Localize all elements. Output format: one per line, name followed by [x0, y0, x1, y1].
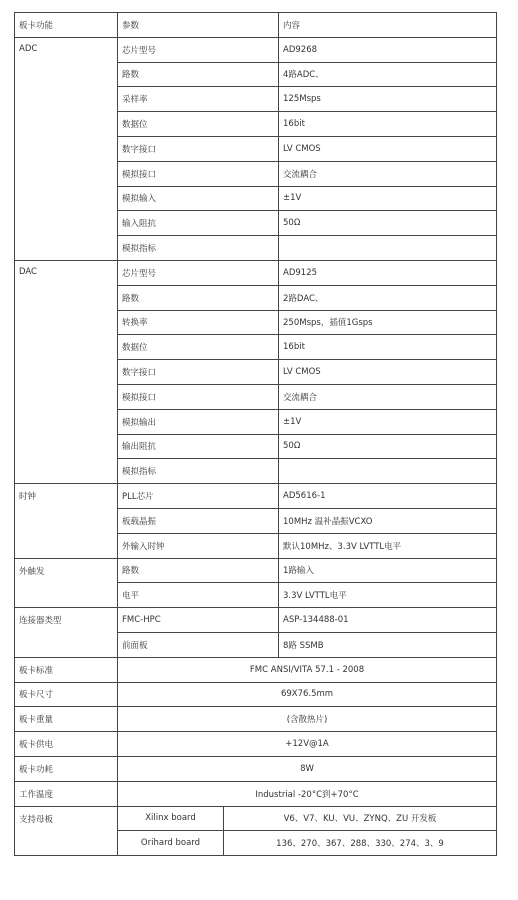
value-cell: 交流耦合 — [279, 161, 497, 186]
value-cell: 3.3V LVTTL电平 — [279, 583, 497, 608]
param-cell: 模拟指标 — [118, 459, 279, 484]
value-cell: 250Msps，插值1Gsps — [279, 310, 497, 335]
spec-label: 工作温度 — [15, 781, 118, 806]
board-value: 136、270、367、288、330、274、3、9 — [224, 831, 497, 856]
param-cell: 输出阻抗 — [118, 434, 279, 459]
board-value: V6、V7、KU、VU、ZYNQ、ZU 开发板 — [224, 806, 497, 831]
board-name: Orihard board — [118, 831, 224, 856]
board-name: Xilinx board — [118, 806, 224, 831]
table-row — [15, 657, 497, 682]
param-cell: 外输入时钟 — [118, 533, 279, 558]
param-cell: 模拟指标 — [118, 236, 279, 261]
param-cell: 路数 — [118, 62, 279, 87]
param-cell: 芯片型号 — [118, 37, 279, 62]
param-cell: 芯片型号 — [118, 260, 279, 285]
spec-value: FMC ANSI/VITA 57.1 - 2008 — [118, 657, 497, 682]
value-cell: AD9125 — [279, 260, 497, 285]
spec-label: 板卡尺寸 — [15, 682, 118, 707]
param-cell: PLL芯片 — [118, 484, 279, 509]
value-cell — [279, 236, 497, 261]
value-cell: AD9268 — [279, 37, 497, 62]
value-cell: 8路 SSMB — [279, 632, 497, 657]
table-header-row — [15, 13, 497, 38]
spec-value: Industrial -20°C到+70°C — [118, 781, 497, 806]
param-cell: 路数 — [118, 558, 279, 583]
table-row — [15, 484, 497, 509]
param-cell: 数据位 — [118, 112, 279, 137]
group-dac: DAC — [15, 260, 118, 483]
value-cell: 50Ω — [279, 434, 497, 459]
param-cell: 转换率 — [118, 310, 279, 335]
group-connector: 连接器类型 — [15, 608, 118, 658]
table-row — [15, 756, 497, 781]
spec-table — [14, 12, 497, 856]
table-row — [15, 608, 497, 633]
group-adc: ADC — [15, 37, 118, 260]
value-cell: 2路DAC、 — [279, 285, 497, 310]
table-row — [15, 707, 497, 732]
table-row — [15, 806, 497, 831]
value-cell: 10MHz 温补晶振VCXO — [279, 508, 497, 533]
param-cell: 板载晶振 — [118, 508, 279, 533]
param-cell: 输入阻抗 — [118, 211, 279, 236]
value-cell: 4路ADC、 — [279, 62, 497, 87]
param-cell: 采样率 — [118, 87, 279, 112]
table-row — [15, 260, 497, 285]
header-parameter: 参数 — [118, 13, 279, 38]
value-cell: ±1V — [279, 186, 497, 211]
spec-value: (含散热片) — [118, 707, 497, 732]
value-cell — [279, 459, 497, 484]
param-cell: 电平 — [118, 583, 279, 608]
spec-value: 69X76.5mm — [118, 682, 497, 707]
spec-table-wrapper — [14, 12, 496, 856]
header-content: 内容 — [279, 13, 497, 38]
table-row — [15, 37, 497, 62]
param-cell: 模拟输出 — [118, 409, 279, 434]
param-cell: FMC-HPC — [118, 608, 279, 633]
group-clock: 时钟 — [15, 484, 118, 558]
value-cell: 默认10MHz、3.3V LVTTL电平 — [279, 533, 497, 558]
value-cell: 1路输入 — [279, 558, 497, 583]
value-cell: ±1V — [279, 409, 497, 434]
spec-label: 板卡功耗 — [15, 756, 118, 781]
param-cell: 模拟输入 — [118, 186, 279, 211]
group-trigger: 外触发 — [15, 558, 118, 608]
spec-label: 板卡供电 — [15, 732, 118, 757]
value-cell: 50Ω — [279, 211, 497, 236]
param-cell: 数字接口 — [118, 136, 279, 161]
value-cell: 16bit — [279, 112, 497, 137]
value-cell: AD5616-1 — [279, 484, 497, 509]
value-cell: 16bit — [279, 335, 497, 360]
param-cell: 路数 — [118, 285, 279, 310]
spec-value: 8W — [118, 756, 497, 781]
param-cell: 模拟接口 — [118, 384, 279, 409]
param-cell: 模拟接口 — [118, 161, 279, 186]
value-cell: LV CMOS — [279, 360, 497, 385]
group-boards: 支持母板 — [15, 806, 118, 856]
table-row — [15, 781, 497, 806]
table-row — [15, 732, 497, 757]
value-cell: 125Msps — [279, 87, 497, 112]
table-row — [15, 682, 497, 707]
spec-label: 板卡标准 — [15, 657, 118, 682]
value-cell: ASP-134488-01 — [279, 608, 497, 633]
value-cell: LV CMOS — [279, 136, 497, 161]
param-cell: 数据位 — [118, 335, 279, 360]
param-cell: 前面板 — [118, 632, 279, 657]
spec-value: +12V@1A — [118, 732, 497, 757]
spec-label: 板卡重量 — [15, 707, 118, 732]
header-function: 板卡功能 — [15, 13, 118, 38]
table-row — [15, 558, 497, 583]
param-cell: 数字接口 — [118, 360, 279, 385]
value-cell: 交流耦合 — [279, 384, 497, 409]
